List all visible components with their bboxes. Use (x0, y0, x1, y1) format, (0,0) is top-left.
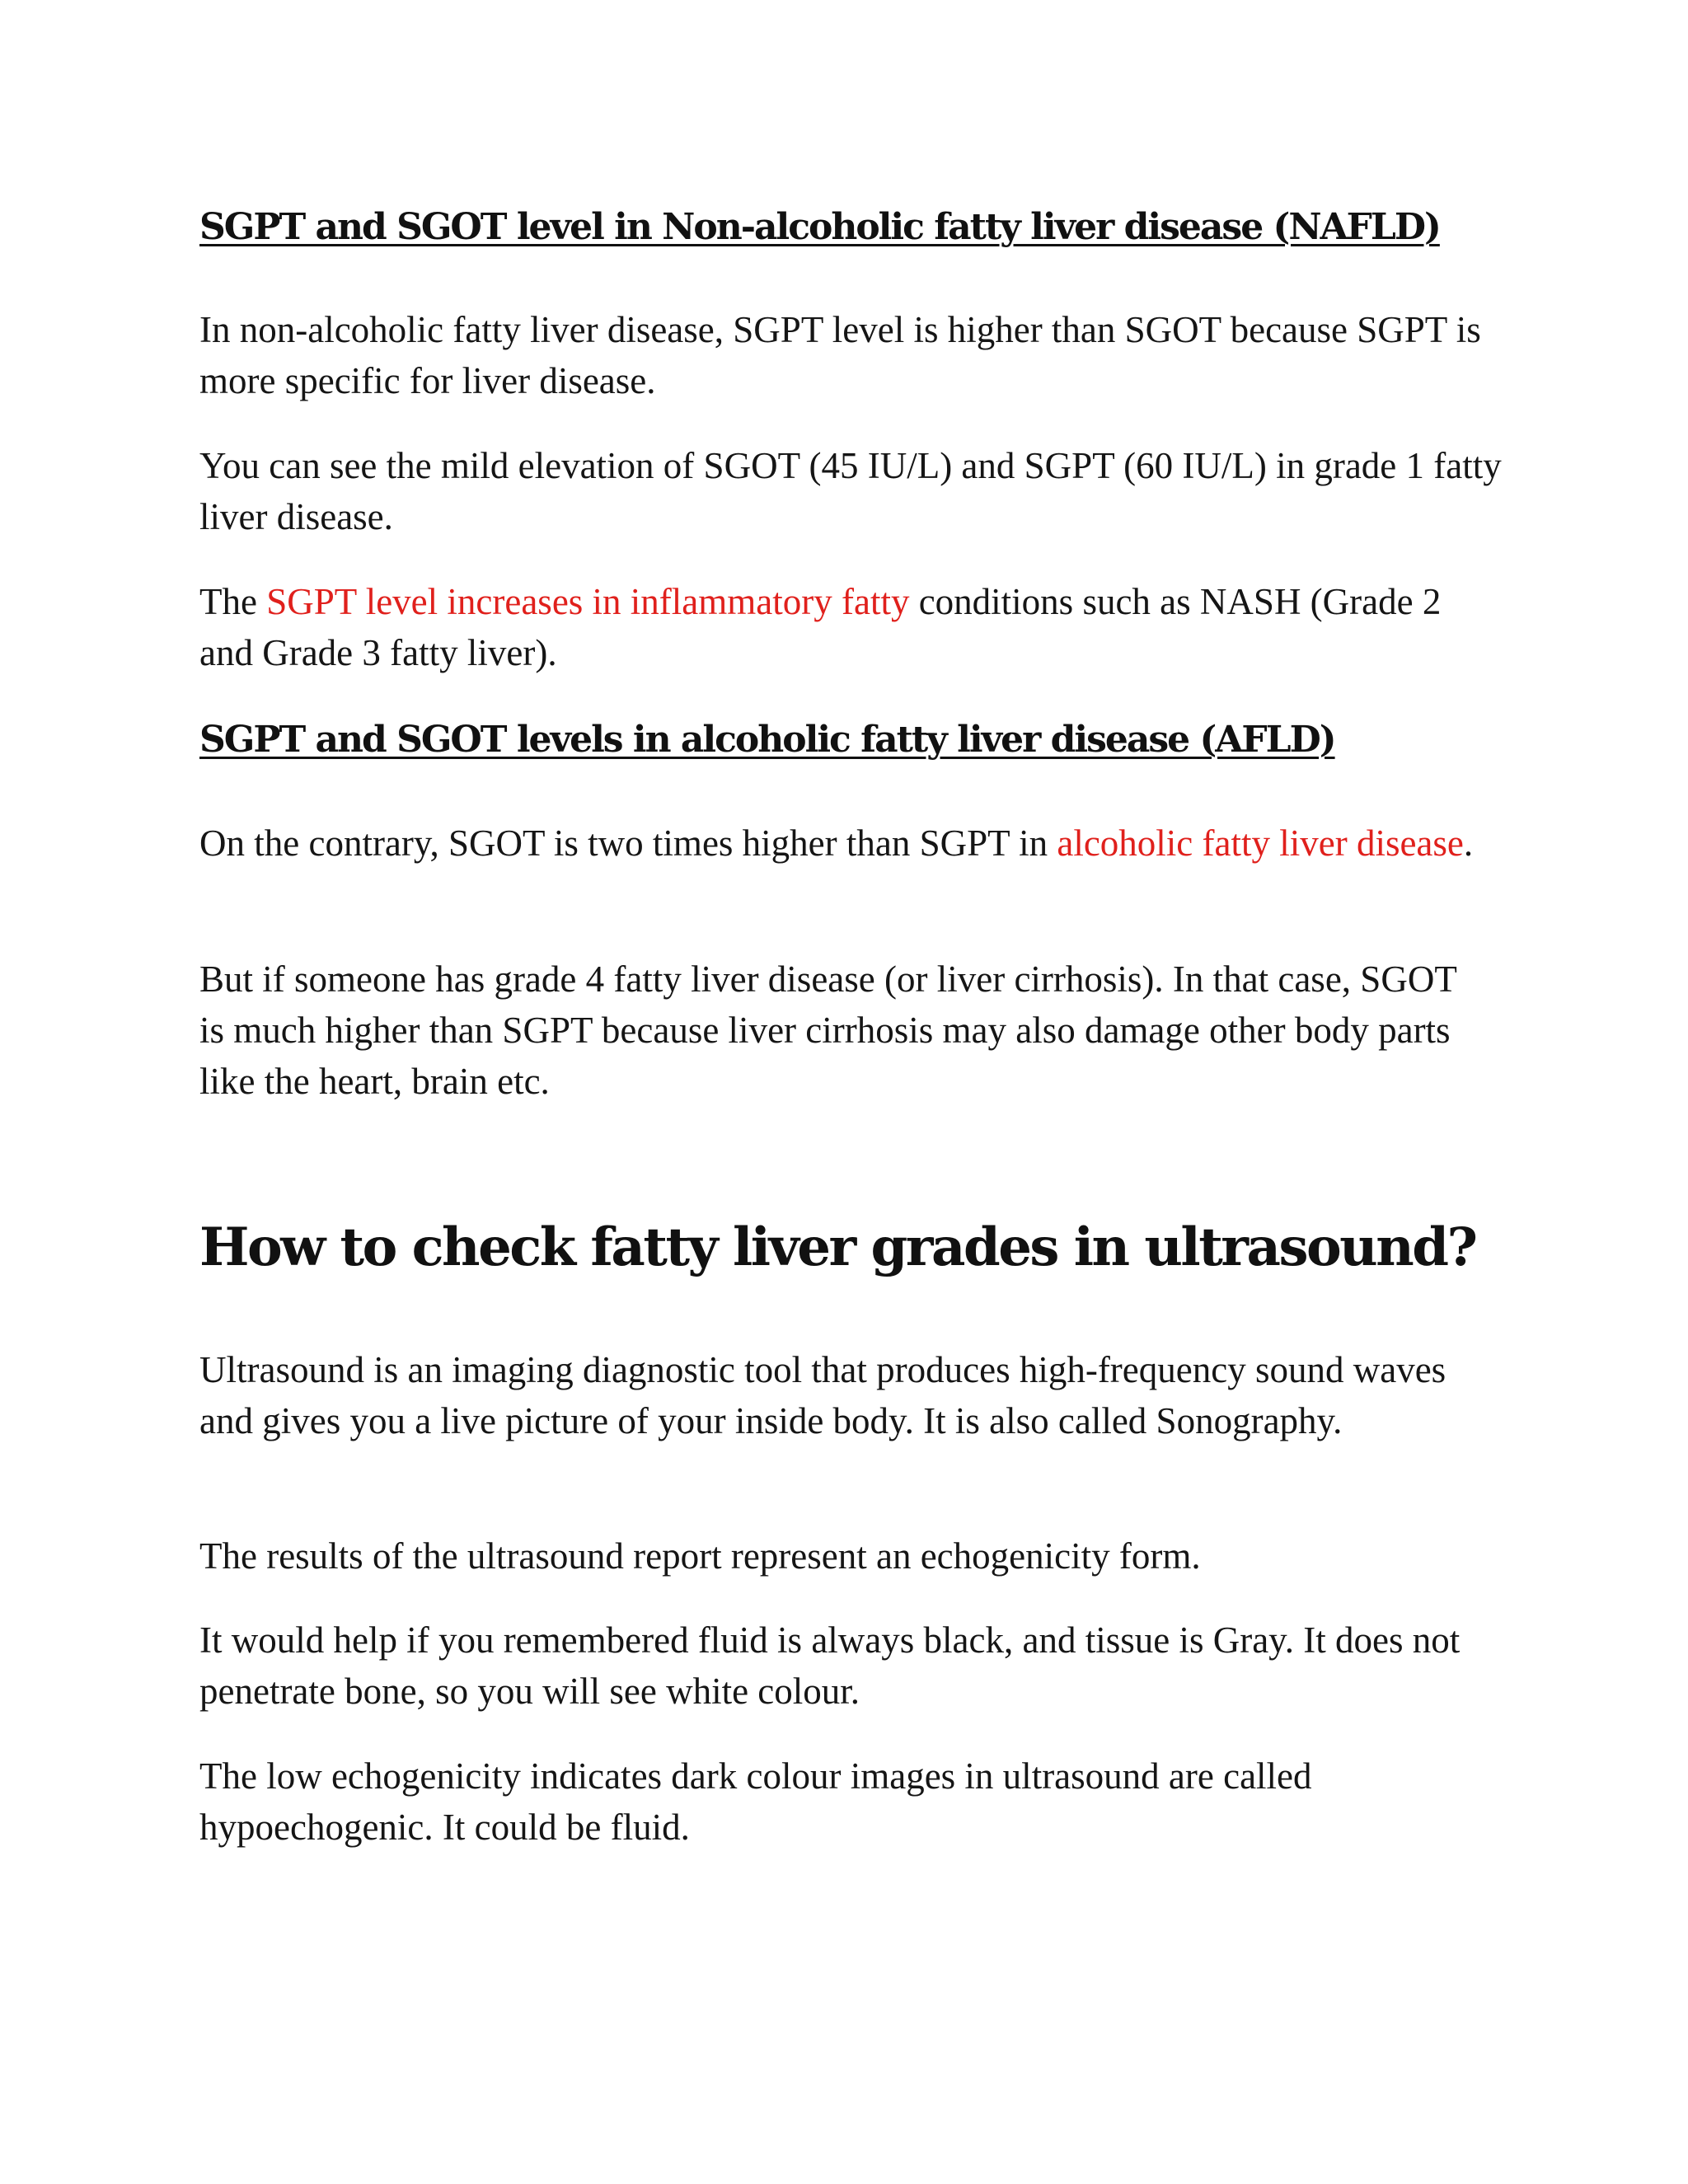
paragraph-text: . (1463, 823, 1474, 864)
paragraph-ultrasound-2: The results of the ultrasound report represent an echogenicity form. (199, 1535, 1201, 1577)
paragraph-nafld-3 (199, 576, 1485, 678)
heading-ultrasound: How to check fatty liver grades in ultrasound? (199, 1216, 1476, 1278)
paragraph-ultrasound-1: Ultrasound is an imaging diagnostic tool that produces high-frequency sound waves and gives you a live picture of your inside body. It is also called Sonography. (199, 1349, 1447, 1441)
alcoholic-fatty-liver-link[interactable]: alcoholic fatty liver disease (1057, 823, 1464, 864)
paragraph-text: On the contrary, SGOT is two times higher than SGPT in (199, 823, 1057, 864)
paragraph-afld-1 (199, 818, 1485, 869)
paragraph-afld-2: But if someone has grade 4 fatty liver disease (or liver cirrhosis). In that case, SGOT is much higher than SGPT because liver cirrhosis may also damage other body parts like the heart, brain etc. (199, 958, 1456, 1102)
paragraph-ultrasound-3: It would help if you remembered fluid is always black, and tissue is Gray. It does not penetrate bone, so you will see white colour. (199, 1619, 1461, 1712)
heading-nafld: SGPT and SGOT level in Non-alcoholic fatty liver disease (NAFLD) (199, 206, 1440, 248)
heading-afld: SGPT and SGOT levels in alcoholic fatty liver disease (AFLD) (199, 719, 1335, 761)
paragraph-text: conditions such as NASH (Grade 2 and Grade 3 fatty liver). (199, 581, 1442, 673)
paragraph-ultrasound-4: The low echogenicity indicates dark colour images in ultrasound are called hypoechogenic. It could be fluid. (199, 1755, 1312, 1848)
paragraph-text: The (199, 581, 267, 622)
paragraph-nafld-2: You can see the mild elevation of SGOT (45 IU/L) and SGPT (60 IU/L) in grade 1 fatty liver disease. (199, 445, 1502, 537)
paragraph-nafld-1: In non-alcoholic fatty liver disease, SGPT level is higher than SGOT because SGPT is more specific for liver disease. (199, 309, 1481, 401)
highlighted-link-text[interactable]: SGPT level increases in inflammatory fatty (266, 581, 910, 622)
